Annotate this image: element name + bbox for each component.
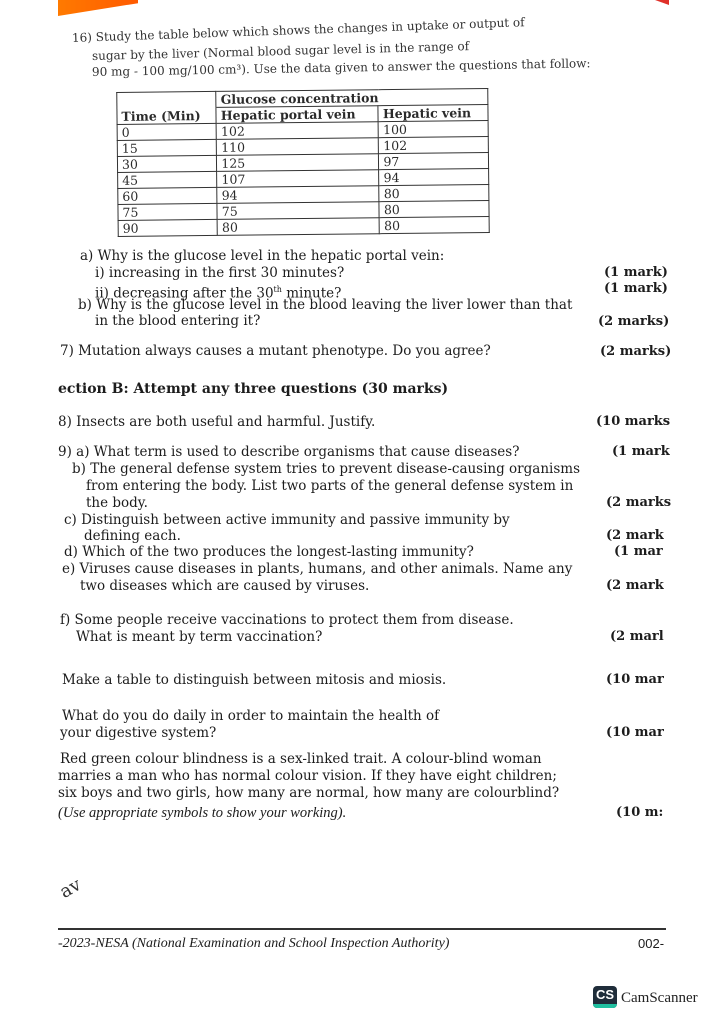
camscanner-logo-icon: CS [593,986,617,1008]
table-header-hepatic: Hepatic vein [378,105,488,122]
q6a-i: i) increasing in the first 30 minutes? [95,265,345,281]
q6-intro-line-2: sugar by the liver (Normal blood sugar level is in the range of [91,39,470,63]
portal-vein-cell: 75 [217,202,379,220]
hepatic-vein-cell: 80 [380,217,490,234]
q9d-marks: (1 mar [614,544,663,559]
handwritten-note: av [56,874,85,903]
q11-line-2: your digestive system? [60,725,217,741]
q6a-i-marks: (1 mark) [604,265,668,280]
q6b-label: b) [78,297,92,313]
q8-marks: (10 marks [596,414,671,429]
q9b-line-2: from entering the body. List two parts of the general defense system in [86,478,574,494]
portal-vein-cell: 110 [217,138,379,156]
q12-marks: (10 m: [616,805,664,820]
q6a-label-row [80,248,444,265]
table-corner-cell [117,91,216,108]
section-b-title: ection B: Attempt any three questions (30 marks) [58,381,449,397]
q11-marks: (10 mar [606,725,664,740]
hepatic-vein-cell: 102 [379,137,489,154]
q12-line-4: (Use appropriate symbols to show your working). [58,805,347,821]
time-cell: 30 [117,155,216,172]
q9c-line-2: defining each. [84,528,181,544]
portal-vein-cell: 102 [216,122,378,140]
q9e-line-1: e) Viruses cause diseases in plants, humans, and other animals. Name any [62,561,573,577]
q11-line-1: What do you do daily in order to maintain the health of [62,708,440,724]
table-header-time: Time (Min) [117,107,216,124]
q6b-marks: (2 marks) [598,314,670,329]
camscanner-name: CamScanner [621,990,698,1006]
q6a-label: a) [80,248,94,264]
time-cell: 60 [118,187,217,204]
q9e-marks: (2 mark [606,578,664,593]
q10-text: Make a table to distinguish between mitosis and miosis. [62,672,447,688]
hepatic-vein-cell: 80 [379,201,489,218]
q8-text: 8) Insects are both useful and harmful. Justify. [58,414,376,430]
footer-text: -2023-NESA (National Examination and School Inspection Authority) [58,936,450,951]
hepatic-vein-cell: 97 [379,153,489,170]
table-group-header: Glucose concentration [216,89,488,108]
time-cell: 90 [118,219,217,236]
q6a-text: Why is the glucose level in the hepatic portal vein: [97,248,445,264]
q9a-marks: (1 mark [612,444,670,459]
hepatic-vein-cell: 100 [379,121,489,138]
hepatic-vein-cell: 80 [379,185,489,202]
top-red-decoration [655,0,669,5]
q9c-line-1: c) Distinguish between active immunity and passive immunity by [64,512,510,528]
q9d-text: d) Which of the two produces the longest-lasting immunity? [64,544,474,560]
q6b-line-2: in the blood entering it? [95,313,261,329]
table-header-portal: Hepatic portal vein [216,106,378,124]
time-cell: 45 [118,171,217,188]
footer-divider [58,928,666,930]
q6-number: 16) [71,30,93,45]
q7-marks: (2 marks) [600,344,672,359]
hepatic-vein-cell: 94 [379,169,489,186]
q10-marks: (10 mar [606,672,664,687]
footer-page-number: 002- [638,936,665,951]
q9b-line-1: b) The general defense system tries to prevent disease-causing organisms [72,461,580,477]
portal-vein-cell: 94 [217,186,379,204]
top-orange-decoration [58,0,138,16]
q9a-text: 9) a) What term is used to describe organisms that cause diseases? [58,444,520,460]
glucose-table [116,88,489,237]
q6a-ii-marks: (1 mark) [604,281,668,296]
q6b-row [78,297,572,314]
q12-line-3: six boys and two girls, how many are normal, how many are colourblind? [58,785,560,801]
q6-intro-line-3: 90 mg - 100 mg/100 cm³). Use the data given to answer the questions that follow: [91,56,591,79]
time-cell: 75 [118,203,217,220]
q12-line-1: Red green colour blindness is a sex-linked trait. A colour-blind woman [60,751,542,767]
q9b-line-3: the body. [86,495,148,511]
q6a-ii-post: minute? [281,285,342,302]
q7-text: 7) Mutation always causes a mutant phenotype. Do you agree? [60,343,491,359]
q6b-line-1: Why is the glucose level in the blood leaving the liver lower than that [96,297,573,313]
q6a-ii-sup: th [273,285,282,294]
q12-line-2: marries a man who has normal colour vision. If they have eight children; [58,768,557,784]
portal-vein-cell: 107 [217,170,379,188]
q9b-marks: (2 marks [606,495,672,510]
portal-vein-cell: 80 [217,218,379,236]
q9f-line-2: What is meant by term vaccination? [76,629,323,645]
table-row [118,217,489,237]
q9e-line-2: two diseases which are caused by viruses. [80,578,370,594]
q9c-marks: (2 mark [606,528,664,543]
portal-vein-cell: 125 [217,154,379,172]
q9f-line-1: f) Some people receive vaccinations to protect them from disease. [60,612,514,628]
q6-intro-line-1: Study the table below which shows the changes in uptake or output of [95,15,525,45]
q6a-ii-pre: ii) decreasing after the 30 [95,285,274,302]
q9f-marks: (2 marl [610,629,664,644]
time-cell: 15 [117,139,216,156]
time-cell: 0 [117,123,216,140]
